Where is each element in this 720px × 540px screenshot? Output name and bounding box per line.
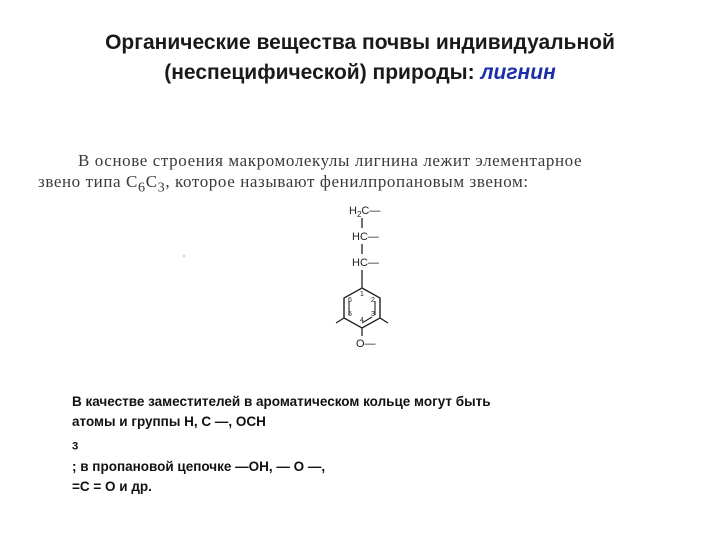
excerpt-line-2 [38,171,688,198]
title-line-2-prefix: (неспецифической) природы: [164,61,481,84]
excerpt-line-1: В основе строения макромолекулы лигнина лежит элементарное [78,151,583,170]
note-subscript-3: 3 [72,440,79,453]
excerpt-subscript-6: 6 [138,179,146,196]
ring-number-6: 6 [348,297,352,304]
excerpt-line-2-part-b: C [145,172,158,191]
note-line-3: =C = O и др. [72,478,152,494]
title-accent-lignin: лигнин [480,61,556,84]
excerpt-subscript-3: 3 [157,179,166,196]
ring-number-1: 1 [360,291,364,298]
chain-hc-label-1: HC— [352,231,379,243]
title-line-2 [40,58,680,88]
ring-number-4: 4 [360,317,364,324]
ring-number-3: 3 [371,311,375,318]
ring-substituent-left [336,318,344,323]
ring-number-5: 5 [348,311,352,318]
slide-title [40,28,680,88]
excerpt-line-2-part-c: , которое называют фенилпропановым звеном: [165,172,529,191]
note-line-2-part-a: атомы и группы H, C —, OCH [72,414,266,429]
note-line-2 [72,412,672,477]
scanned-textbook-excerpt [38,150,688,198]
chain-hc-label-2: HC— [352,257,379,269]
chain-h2c-label: $H_2C—$ [349,205,381,219]
ring-number-2: 2 [371,297,375,304]
note-line-1: В качестве заместителей в ароматическом кольце могут быть [72,394,491,409]
note-line-2-part-b: ; в пропановой цепочке —OH, — O —, [72,458,326,474]
scan-artifact-dot [183,255,185,257]
substituents-note [72,392,672,497]
formula-svg [325,198,425,350]
oxygen-label: O— [356,338,376,350]
title-line-1: Органические вещества почвы индивидуальной [105,31,615,54]
phenylpropane-structural-formula [325,198,425,350]
excerpt-line-2-part-a: звено типа C [38,172,138,191]
ring-substituent-right [380,318,388,323]
